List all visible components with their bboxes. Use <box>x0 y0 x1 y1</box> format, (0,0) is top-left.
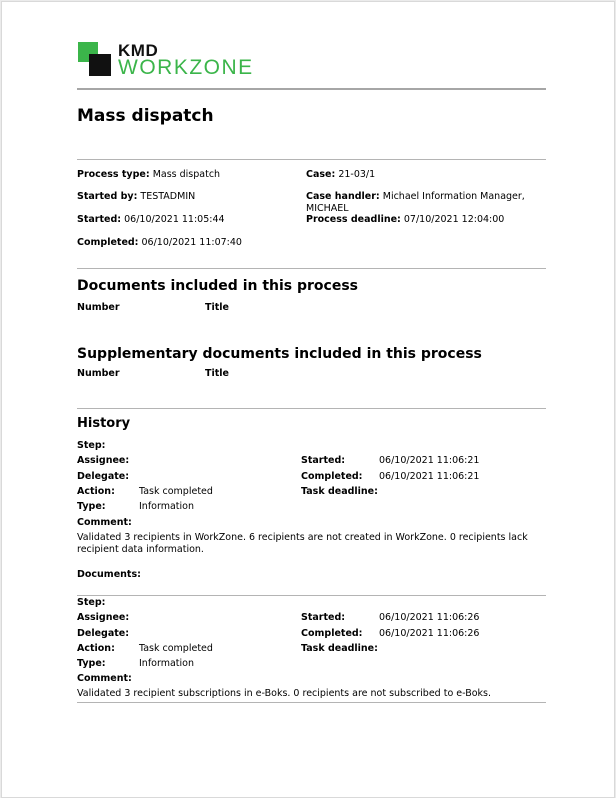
logo-black-square <box>89 54 111 76</box>
case-handler-row <box>306 191 525 203</box>
delegate-label: Delegate: <box>77 471 130 482</box>
comment-label: Comment: <box>77 517 132 528</box>
action-value: Task completed <box>139 643 213 654</box>
type-label: Type: <box>77 658 106 669</box>
completed-label: Completed: <box>301 628 363 639</box>
assignee-label: Assignee: <box>77 612 130 623</box>
history-heading: History <box>77 416 131 431</box>
started-value: 06/10/2021 11:06:26 <box>379 612 480 623</box>
completed-label: Completed: <box>77 237 139 248</box>
completed-value: 06/10/2021 11:07:40 <box>141 237 242 248</box>
completed-value: 06/10/2021 11:06:26 <box>379 628 480 639</box>
header-divider <box>77 88 546 90</box>
comment-line: Validated 3 recipient subscriptions in e-Boks. 0 recipients are not subscribed to e-Boks. <box>77 688 492 699</box>
step-label: Step: <box>77 597 106 608</box>
completed-row <box>77 237 242 249</box>
process-type-label: Process type: <box>77 169 150 180</box>
type-label: Type: <box>77 501 106 512</box>
history-divider <box>77 408 546 409</box>
started-row <box>77 214 225 226</box>
process-type-row <box>77 169 220 181</box>
logo-kmd-text: KMD <box>118 41 159 60</box>
page-title: Mass dispatch <box>77 106 214 126</box>
started-by-row <box>77 191 195 203</box>
task-deadline-label: Task deadline: <box>301 643 378 654</box>
action-label: Action: <box>77 486 115 497</box>
history-end-divider <box>77 702 546 703</box>
started-by-label: Started by: <box>77 191 138 202</box>
comment-line: recipient data information. <box>77 544 204 555</box>
case-handler-value-line-2: MICHAEL <box>306 203 349 214</box>
logo-workzone-text: WORKZONE <box>118 56 254 79</box>
process-deadline-label: Process deadline: <box>306 214 401 225</box>
documents-col-number: Number <box>77 302 120 313</box>
supplementary-heading: Supplementary documents included in this process <box>77 346 482 362</box>
supplementary-col-title: Title <box>205 368 229 379</box>
action-label: Action: <box>77 643 115 654</box>
comment-text <box>77 688 527 700</box>
action-value: Task completed <box>139 486 213 497</box>
started-value: 06/10/2021 11:05:44 <box>124 214 225 225</box>
process-deadline-value: 07/10/2021 12:04:00 <box>403 214 505 225</box>
documents-divider <box>77 268 546 269</box>
documents-label: Documents: <box>77 569 141 580</box>
documents-col-title: Title <box>205 302 229 313</box>
info-divider <box>77 159 546 160</box>
case-handler-value: Michael Information Manager, <box>382 191 525 202</box>
completed-label: Completed: <box>301 471 363 482</box>
started-label: Started: <box>301 612 346 623</box>
started-by-value: TESTADMIN <box>140 191 196 202</box>
delegate-label: Delegate: <box>77 628 130 639</box>
case-handler-label: Case handler: <box>306 191 380 202</box>
assignee-label: Assignee: <box>77 455 130 466</box>
type-value: Information <box>139 658 194 669</box>
comment-text <box>77 532 527 556</box>
case-value: 21-03/1 <box>338 169 376 180</box>
started-label: Started: <box>77 214 122 225</box>
document-page <box>1 1 615 798</box>
step-label: Step: <box>77 440 106 451</box>
process-deadline-row <box>306 214 504 226</box>
type-value: Information <box>139 501 194 512</box>
started-label: Started: <box>301 455 346 466</box>
documents-heading: Documents included in this process <box>77 278 359 294</box>
supplementary-col-number: Number <box>77 368 120 379</box>
comment-line: Validated 3 recipients in WorkZone. 6 recipients are not created in WorkZone. 0 recipients lack <box>77 532 528 543</box>
case-row <box>306 169 375 181</box>
completed-value: 06/10/2021 11:06:21 <box>379 471 480 482</box>
process-type-value: Mass dispatch <box>152 169 221 180</box>
task-deadline-label: Task deadline: <box>301 486 378 497</box>
history-entry-divider <box>77 595 546 596</box>
case-label: Case: <box>306 169 336 180</box>
comment-label: Comment: <box>77 673 132 684</box>
started-value: 06/10/2021 11:06:21 <box>379 455 480 466</box>
